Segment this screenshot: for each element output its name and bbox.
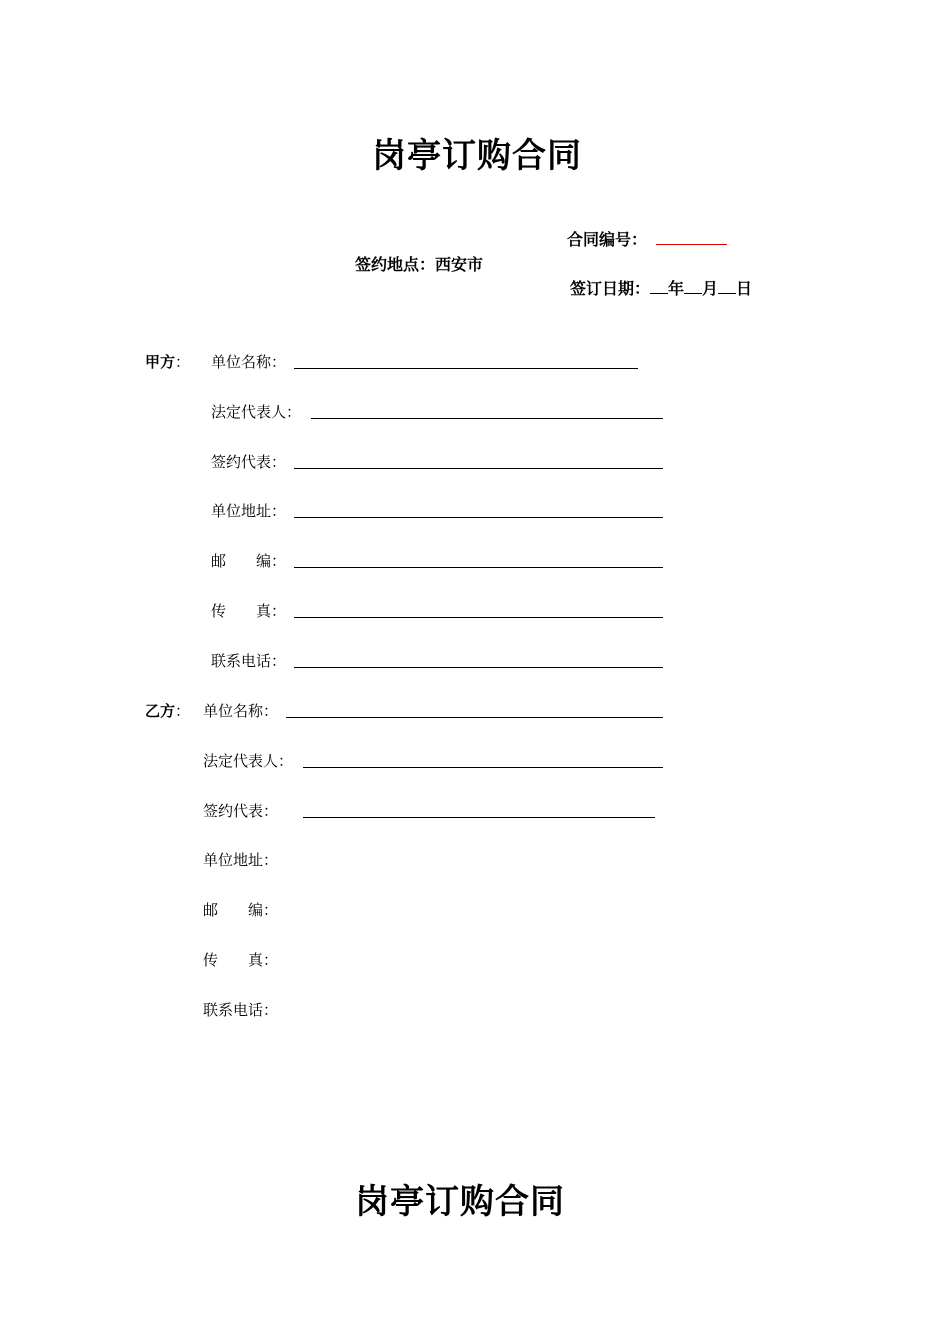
date-day-unit: 日 xyxy=(736,279,753,298)
party-b-label: 乙方 xyxy=(145,702,176,720)
date-year-blank[interactable] xyxy=(650,279,668,294)
contract-number-label: 合同编号： xyxy=(567,230,648,249)
party-a-fax-label: 传 真： xyxy=(211,602,287,620)
party-a-sign-rep-label: 签约代表： xyxy=(211,453,287,471)
party-a-heading xyxy=(145,351,190,372)
party-a-fax-field[interactable] xyxy=(294,617,663,618)
party-a-postcode-field[interactable] xyxy=(294,567,663,568)
party-a-sign-rep-field[interactable] xyxy=(294,468,663,469)
party-a-legal-rep-field[interactable] xyxy=(311,418,663,419)
party-b-unit-name-field[interactable] xyxy=(286,717,663,718)
next-page-title: 岗亭订购合同 xyxy=(355,1182,565,1222)
party-a-phone-field[interactable] xyxy=(294,667,663,668)
party-a-unit-name-field[interactable] xyxy=(294,368,638,369)
date-year-unit: 年 xyxy=(668,279,685,298)
party-b-heading xyxy=(145,700,190,721)
date-month-unit: 月 xyxy=(702,279,719,298)
sign-date xyxy=(570,276,752,299)
party-a-colon: ： xyxy=(175,353,191,371)
party-a-phone-label: 联系电话： xyxy=(211,652,287,670)
party-b-unit-name-label: 单位名称： xyxy=(203,702,279,720)
party-a-address-field[interactable] xyxy=(294,517,663,518)
sign-date-label: 签订日期： xyxy=(570,279,651,298)
party-b-postcode-label: 邮 编： xyxy=(203,901,279,919)
party-b-sign-rep-label: 签约代表： xyxy=(203,802,279,820)
party-b-legal-rep-field[interactable] xyxy=(303,767,663,768)
party-b-sign-rep-field[interactable] xyxy=(303,817,655,818)
party-b-legal-rep-label: 法定代表人： xyxy=(203,752,294,770)
party-a-postcode-label: 邮 编： xyxy=(211,552,287,570)
party-a-label: 甲方 xyxy=(145,353,176,371)
sign-place: 签约地点：西安市 xyxy=(355,255,484,274)
party-b-fax-label: 传 真： xyxy=(203,951,279,969)
party-b-colon: ： xyxy=(175,702,191,720)
party-b-address-label: 单位地址： xyxy=(203,851,279,869)
document-title: 岗亭订购合同 xyxy=(372,136,582,176)
contract-number-blank[interactable] xyxy=(656,244,727,245)
date-month-blank[interactable] xyxy=(684,279,702,294)
party-a-address-label: 单位地址： xyxy=(211,502,287,520)
party-b-phone-label: 联系电话： xyxy=(203,1001,279,1019)
party-a-legal-rep-label: 法定代表人： xyxy=(211,403,302,421)
party-a-unit-name-label: 单位名称： xyxy=(211,353,287,371)
date-day-blank[interactable] xyxy=(718,279,736,294)
